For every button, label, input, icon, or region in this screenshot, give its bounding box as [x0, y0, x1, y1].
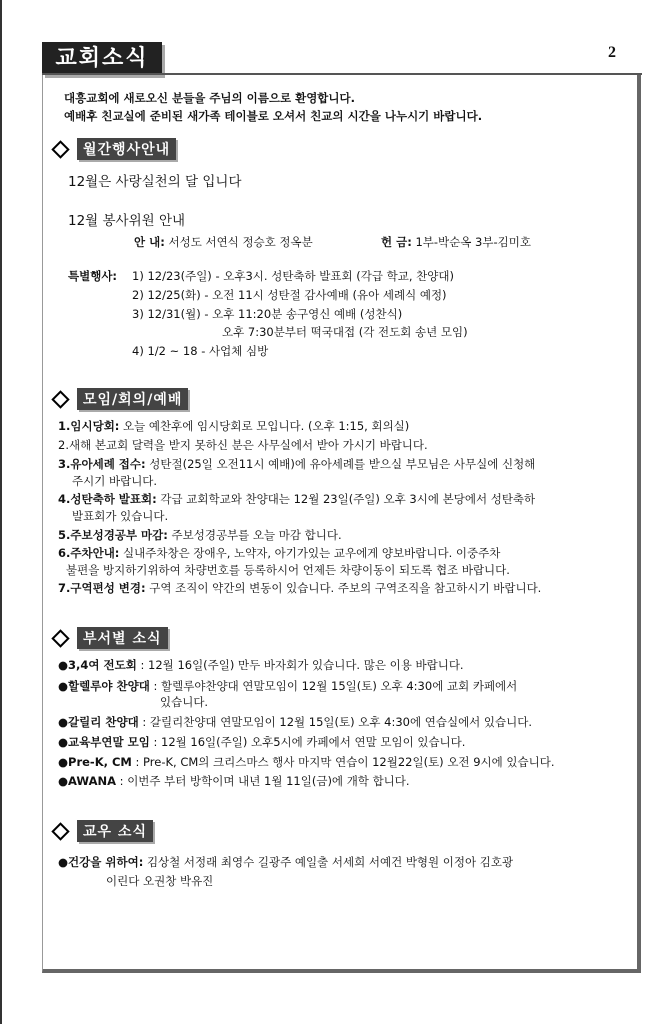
diamond-bullet-icon	[51, 140, 69, 158]
section-departments	[50, 627, 168, 649]
section-meetings	[50, 388, 188, 410]
section-heading: 부서별 소식	[77, 627, 168, 649]
department-label: ●교육부연말 모임	[58, 735, 150, 749]
department-item	[58, 754, 554, 770]
section-members	[50, 820, 153, 842]
monthly-theme: 12월은 사랑실천의 달 입니다	[68, 174, 242, 190]
offering-label: 헌 금:	[381, 235, 412, 249]
department-item	[58, 657, 464, 673]
diamond-bullet-icon	[51, 390, 69, 408]
members-item	[58, 854, 513, 870]
committee-title: 12월 봉사위원 안내	[68, 213, 186, 229]
meeting-text: 2.새해 본교회 달력을 받지 못하신 분은 사무실에서 받아 가시기 바랍니다.	[58, 438, 428, 452]
meeting-label: 7.구역편성 변경:	[58, 581, 146, 595]
department-item	[58, 773, 410, 789]
meeting-label: 4.성탄축하 발표회:	[58, 492, 157, 506]
department-text: : Pre-K, CM의 크리스마스 행사 마지막 연습이 12월22일(토) 오전 9시에 있습니다.	[131, 755, 555, 769]
event-item: 2) 12/25(화) - 오전 11시 성탄절 감사예배 (유아 세례식 예정)	[132, 288, 447, 302]
events-label: 특별행사:	[68, 269, 118, 283]
department-item	[58, 734, 465, 750]
department-item	[58, 714, 532, 730]
department-text: : 12월 16일(주일) 만두 바자회가 있습니다. 많은 이용 바랍니다.	[136, 658, 464, 672]
diamond-bullet-icon	[51, 629, 69, 647]
event-item: 3) 12/31(월) - 오후 11:20분 송구영신 예배 (성찬식)	[132, 307, 403, 321]
department-label: ●AWANA	[58, 774, 117, 788]
department-text: : 할렐루야찬양대 연말모임이 12월 15일(토) 오후 4:30에 교회 카페에서	[149, 679, 518, 693]
members-continuation: 이린다 오권창 박유진	[106, 874, 214, 888]
meeting-text: 주보성경공부를 오늘 마감 합니다.	[167, 528, 342, 542]
event-item: 오후 7:30분부터 떡국대접 (각 전도회 송년 모임)	[222, 325, 468, 339]
members-text: 김상철 서정래 최영수 길광주 예일출 서세희 서예건 박형원 이정아 김호광	[143, 855, 514, 869]
meeting-item	[58, 527, 342, 543]
section-monthly	[50, 138, 176, 160]
members-label: ●건강을 위하여:	[58, 855, 144, 869]
page-number: 2	[608, 44, 616, 61]
meeting-text: 성탄절(25일 오전11시 예배)에 유아세례를 받으실 부모님은 사무실에 신청해	[145, 457, 536, 471]
meeting-text: 각급 교회학교와 찬양대는 12월 23일(주일) 오후 3시에 본당에서 성탄축하	[156, 492, 536, 506]
section-heading: 모임/회의/예배	[77, 388, 188, 410]
usher-names: 서성도 서연식 정승호 정옥분	[168, 235, 313, 249]
department-text: : 갈릴리찬양대 연말모임이 12월 15일(토) 오후 4:30에 연습실에서 있습니다.	[138, 715, 533, 729]
welcome-line-2: 예배후 친교실에 준비된 새가족 테이블로 오셔서 친교의 시간을 나누시기 바랍니다.	[64, 109, 483, 123]
meeting-text: 오늘 예찬후에 임시당회로 모입니다. (오후 1:15, 회의실)	[119, 419, 410, 433]
meeting-label: 3.유아세례 접수:	[58, 457, 146, 471]
meeting-continuation: 주시기 바랍니다.	[72, 474, 158, 488]
meeting-text: 실내주차창은 장애우, 노약자, 아기가있는 교우에게 양보바랍니다. 이중주차	[119, 546, 501, 560]
page-title: 교회소식	[42, 42, 162, 75]
welcome-line-1: 대흥교회에 새로오신 분들을 주님의 이름으로 환영합니다.	[64, 91, 356, 105]
meeting-item	[58, 418, 409, 434]
meeting-item	[58, 437, 428, 453]
meeting-text: 구역 조직이 약간의 변동이 있습니다. 주보의 구역조직을 참고하시기 바랍니다.	[145, 581, 542, 595]
department-label: ●Pre-K, CM	[58, 755, 132, 769]
department-text: : 12월 16일(주일) 오후5시에 카페에서 연말 모임이 있습니다.	[149, 735, 466, 749]
offering-row	[381, 234, 531, 250]
department-item	[58, 678, 517, 694]
meeting-label: 1.임시당회:	[58, 419, 120, 433]
meeting-continuation: 불편을 방지하기위하여 차량번호를 등록하시어 언제든 차량이동이 되도록 협조 바랍니다.	[66, 563, 510, 577]
usher-row	[134, 234, 313, 250]
meeting-item	[58, 491, 535, 507]
meeting-label: 6.주차안내:	[58, 546, 120, 560]
event-item: 4) 1/2 ~ 18 - 사업체 심방	[132, 344, 269, 358]
section-heading: 교우 소식	[77, 820, 153, 842]
meeting-item	[58, 580, 541, 596]
meeting-item	[58, 545, 500, 561]
event-item: 1) 12/23(주일) - 오후3시. 성탄축하 발표회 (각급 학교, 찬양대)	[132, 269, 454, 283]
department-label: ●할렐루야 찬양대	[58, 679, 150, 693]
offering-names: 1부-박순옥 3부-김미호	[415, 235, 531, 249]
department-continuation: 있습니다.	[160, 695, 209, 709]
department-label: ●3,4여 전도회	[58, 658, 137, 672]
meeting-continuation: 발표회가 있습니다.	[72, 509, 169, 523]
meeting-item	[58, 456, 535, 472]
page-left-border	[0, 0, 2, 1024]
department-label: ●갈릴리 찬양대	[58, 715, 139, 729]
department-text: : 이번주 부터 방학이며 내년 1월 11일(금)에 개학 합니다.	[116, 774, 410, 788]
section-heading: 월간행사안내	[77, 138, 176, 160]
diamond-bullet-icon	[51, 822, 69, 840]
usher-label: 안 내:	[134, 235, 165, 249]
meeting-label: 5.주보성경공부 마감:	[58, 528, 168, 542]
